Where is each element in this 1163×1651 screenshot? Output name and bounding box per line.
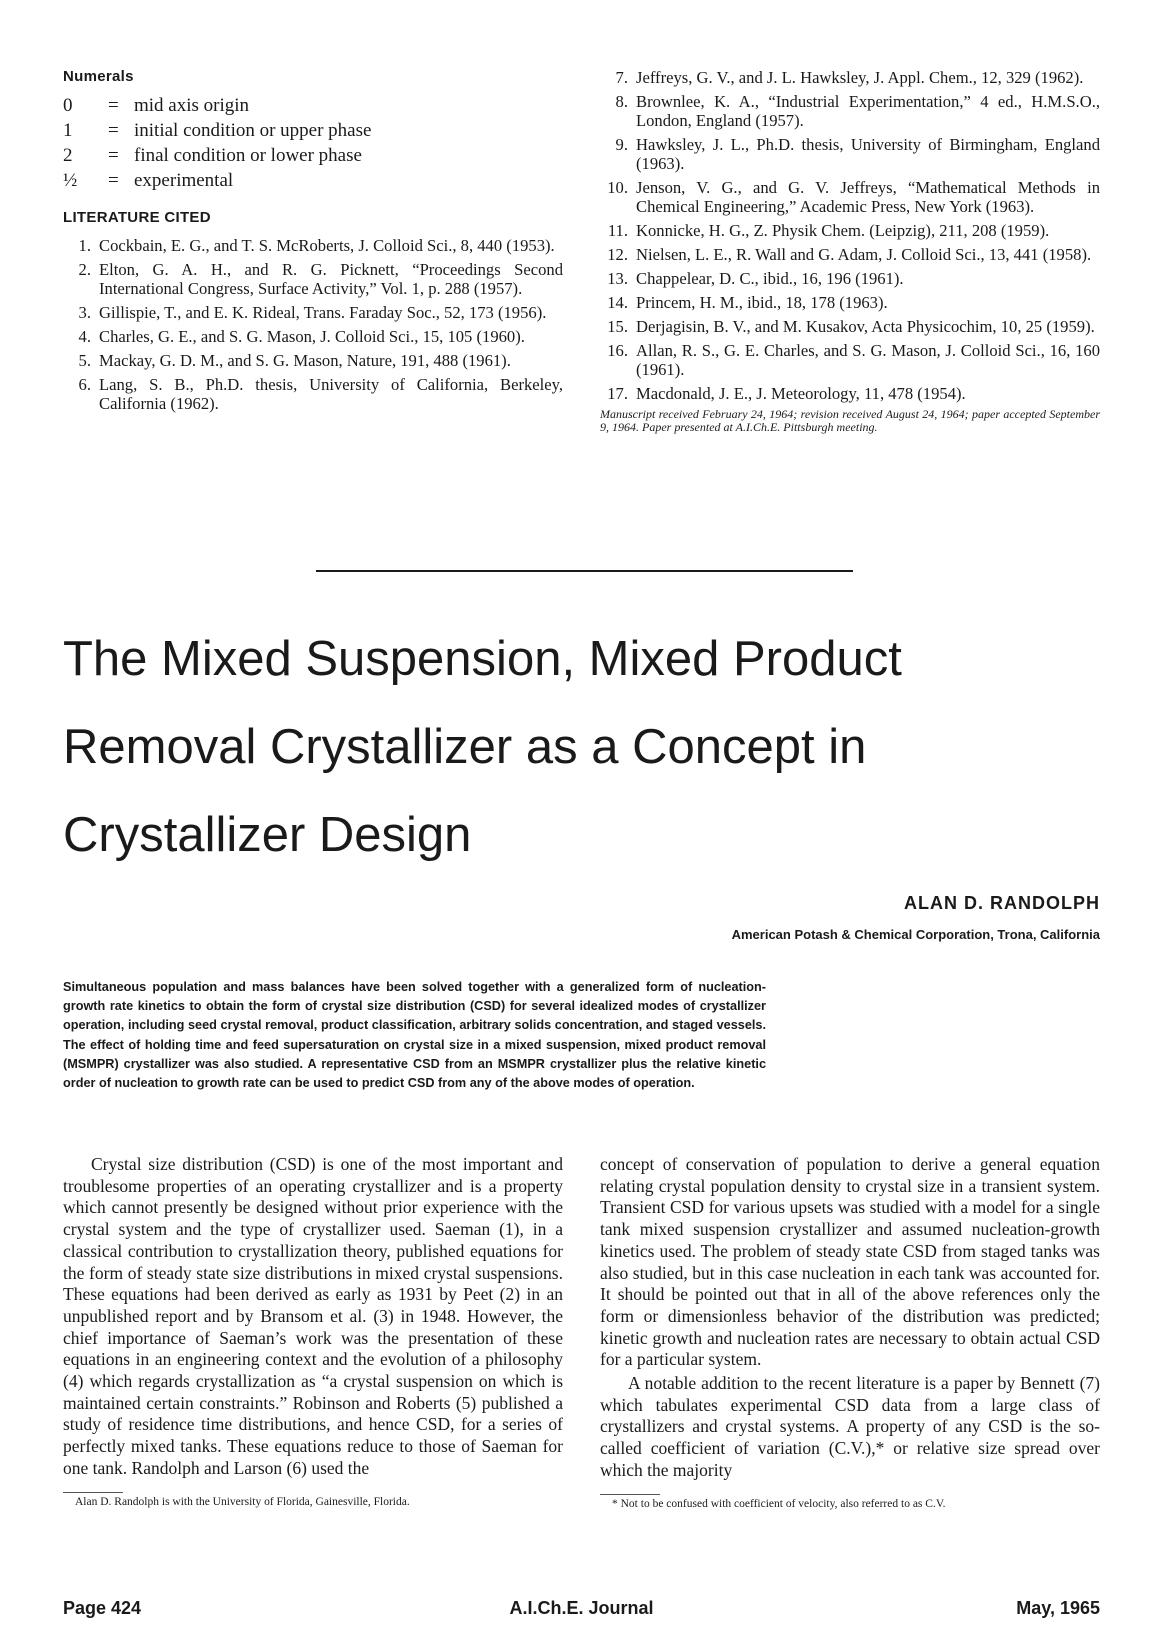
reference-item: 7. Jeffreys, G. V., and J. L. Hawksley, J. Appl. Chem., 12, 329 (1962). [615,68,1084,87]
reference-item: 5. Mackay, G. D. M., and S. G. Mason, Nature, 191, 488 (1961). [78,351,511,370]
footnote-rule [63,1492,123,1493]
reference-item: 14. Princem, H. M., ibid., 18, 178 (1963). [607,293,888,312]
journal-name: A.I.Ch.E. Journal [509,1598,654,1618]
title-line: Removal Crystallizer as a Concept in [63,720,867,774]
reference-item: 16. Allan, R. S., G. E. Charles, and S. G. Mason, J. Colloid Sci., 16, 160 (1961). [607,341,1100,379]
reference-item: 11. Konnicke, H. G., Z. Physik Chem. (Leipzig), 211, 208 (1959). [607,221,1050,240]
page-number: Page 424 [63,1598,142,1618]
reference-item: 8. Brownlee, K. A., “Industrial Experimentation,” 4 ed., H.M.S.O., London, England (1957). [615,92,1100,130]
author-footnote: Alan D. Randolph is with the University of Florida, Gainesville, Florida. [75,1495,410,1508]
references-left [63,236,563,413]
manuscript-note: Manuscript received February 24, 1964; revision received August 24, 1964; paper accepted September 9, 1964. Paper presented at A.I.Ch.E. Pittsburgh meeting. [600,407,1100,434]
reference-item: 13. Chappelear, D. C., ibid., 16, 196 (1961). [607,269,904,288]
footnote-block-right [600,1494,1100,1511]
reference-item: 3. Gillispie, T., and E. K. Rideal, Trans. Faraday Soc., 52, 173 (1956). [78,303,547,322]
body-paragraph: A notable addition to the recent literature is a paper by Bennett (7) which tabulates experimental CSD data from a large class of crystallizers and crystal systems. A property of any CSD is the so-called coefficient of variation (C.V.),* or relative size spread over which the majority [600,1373,1100,1480]
reference-item: 6. Lang, S. B., Ph.D. thesis, University of California, Berkeley, California (1962). [78,375,563,413]
numeral-item: 2 = final condition or lower phase [63,145,362,166]
reference-item: 9. Hawksley, J. L., Ph.D. thesis, University of Birmingham, England (1963). [615,135,1100,173]
literature-cited-heading: LITERATURE CITED [63,209,211,226]
body-right-column [600,1154,1100,1511]
reference-item: 1. Cockbain, E. G., and T. S. McRoberts, J. Colloid Sci., 8, 440 (1953). [78,236,555,255]
numerals-list [63,93,563,193]
author-affiliation: American Potash & Chemical Corporation, Trona, California [731,927,1100,942]
references-right [600,68,1100,403]
footnote-block-left [63,1492,563,1509]
article-title [63,615,1083,879]
title-line: Crystallizer Design [63,808,472,862]
reference-item: 4. Charles, G. E., and S. G. Mason, J. Colloid Sci., 15, 105 (1960). [78,327,525,346]
section-divider [316,570,853,572]
author-name: ALAN D. RANDOLPH [904,893,1100,913]
body-paragraph: Crystal size distribution (CSD) is one of the most important and troublesome properties of an operating crystallizer and is a property which cannot presently be designed without prior experience with the crystal system and the type of crystallizer used. Saeman (1), in a classical contribution to crystallization theory, published equations for the form of steady state size distributions in mixed crystal suspensions. These equations had been derived as early as 1931 by Peet (2) in an unpublished report and by Bransom et al. (3) in 1948. However, the chief importance of Saeman’s work was the presentation of these equations in an engineering context and the evolution of a philosophy (4) which regards crystallization as “a crystal suspension on which is maintained certain constraints.” Robinson and Roberts (5) published a study of residence time distributions, and hence CSD, for a series of perfectly mixed tanks. These equations reduce to those of Saeman for one tank. Randolph and Larson (6) used the [63,1154,563,1478]
issue-date: May, 1965 [1016,1598,1100,1618]
abstract: Simultaneous population and mass balances have been solved together with a generalized form of nucleation-growth rate kinetics to obtain the form of crystal size distribution (CSD) for several idealized modes of crystallizer operation, including seed crystal removal, product classification, arbitrary solids concentration, and staged vessels. The effect of holding time and feed supersaturation on crystal size in a mixed suspension, mixed product removal (MSMPR) crystallizer was also studied. A representative CSD from an MSMPR crystallizer plus the relative kinetic order of nucleation to growth rate can be used to predict CSD from any of the above modes of operation. [63,980,766,1091]
title-line: The Mixed Suspension, Mixed Product [63,632,902,686]
numerals-heading: Numerals [63,68,134,85]
cv-footnote: * Not to be confused with coefficient of velocity, also referred to as C.V. [612,1497,946,1510]
numeral-item: 0 = mid axis origin [63,95,250,116]
reference-item: 17. Macdonald, J. E., J. Meteorology, 11, 478 (1954). [607,384,966,403]
reference-item: 10. Jenson, V. G., and G. V. Jeffreys, “Mathematical Methods in Chemical Engineering,” Academic Press, New York (1963). [607,178,1100,216]
reference-item: 15. Derjagisin, B. V., and M. Kusakov, Acta Physicochim, 10, 25 (1959). [607,317,1095,336]
body-paragraph: concept of conservation of population to derive a general equation relating crystal population density to crystal size in a transient system. Transient CSD for various upsets was studied with a model for a single tank mixed suspension crystallizer and assumed nucleation-growth kinetics used. The problem of steady state CSD from staged tanks was also studied, but in this case nucleation in each tank was accounted for. It should be pointed out that in all of the above references only the form or dimensionless behavior of the distribution was predicted; kinetic growth and nucleation rates are necessary to obtain actual CSD for a particular system. [600,1154,1100,1370]
body-left-column [63,1154,563,1509]
footnote-rule [600,1494,660,1495]
numeral-item: 1 = initial condition or upper phase [63,120,372,141]
reference-item: 2. Elton, G. A. H., and R. G. Picknett, “Proceedings Second International Congress, Surface Activity,” Vol. 1, p. 288 (1957). [78,260,563,298]
top-left-column [63,68,563,418]
reference-item: 12. Nielsen, L. E., R. Wall and G. Adam, J. Colloid Sci., 13, 441 (1958). [607,245,1092,264]
numeral-item: ½ = experimental [63,170,234,191]
top-right-column [600,68,1100,446]
